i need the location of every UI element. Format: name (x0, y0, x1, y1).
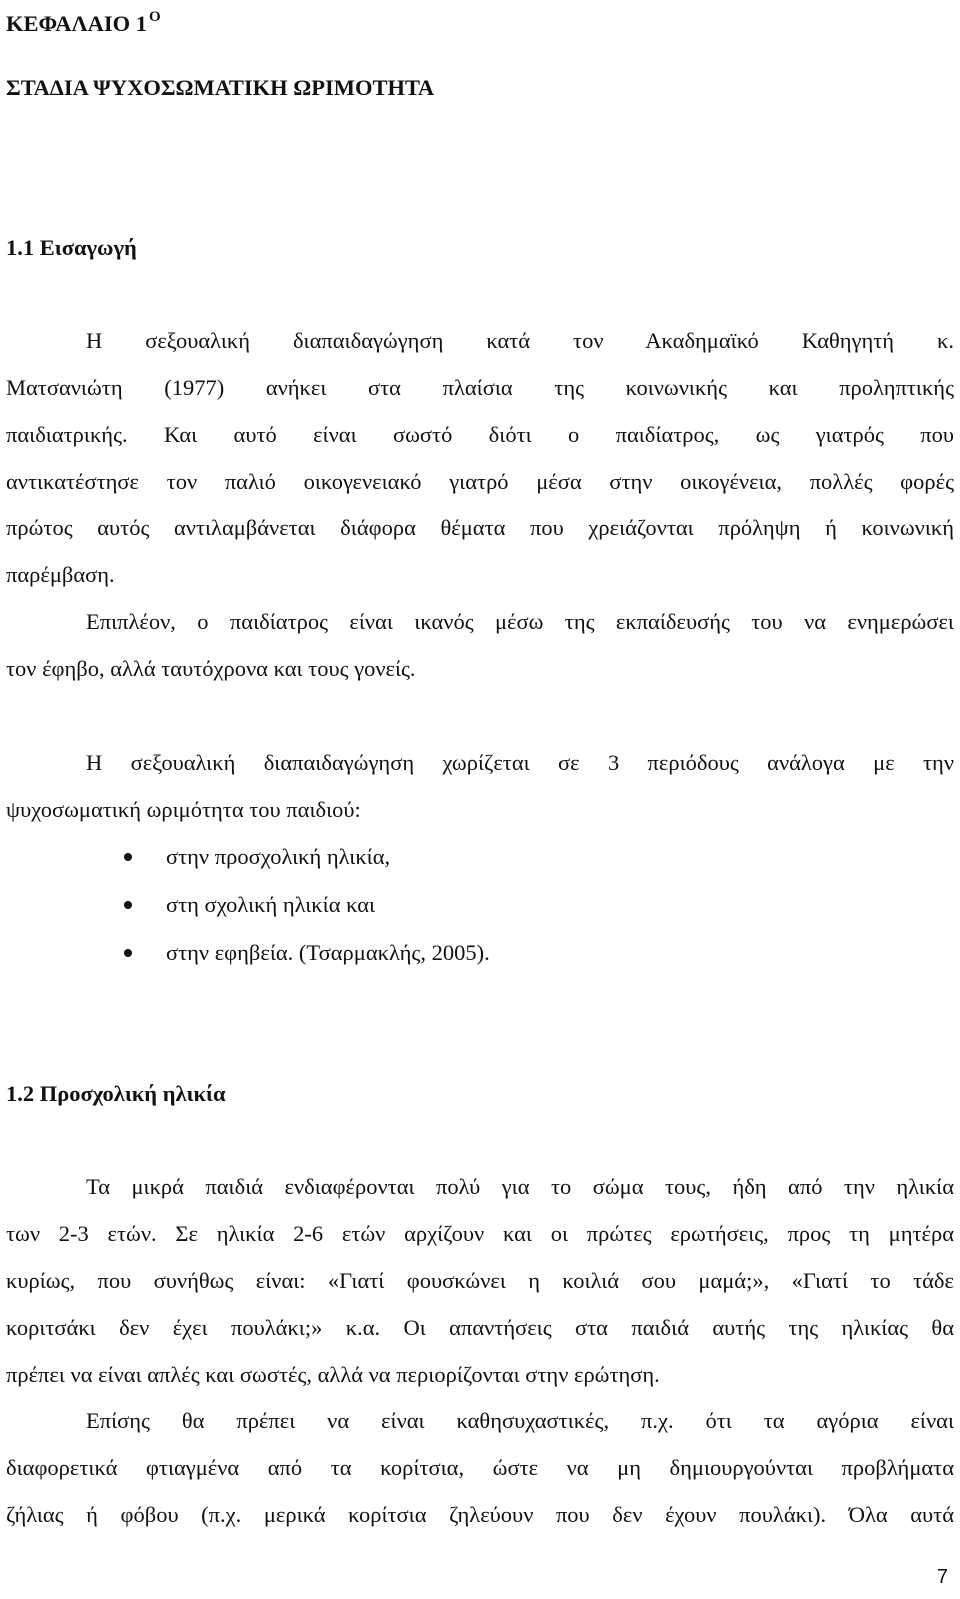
paragraph-line: τον έφηβο, αλλά ταυτόχρονα και τους γονείς. (6, 656, 416, 681)
page-number: 7 (936, 1566, 948, 1588)
paragraph-line: κοριτσάκι δεν έχει πουλάκι;» κ.α. Οι απαντήσεις στα παιδιά αυτής της ηλικίας θα (6, 1315, 954, 1340)
chapter-title (6, 2, 954, 39)
paragraph-line: Η σεξουαλική διαπαιδαγώγηση χωρίζεται σε 3 περιόδους ανάλογα με την (86, 750, 954, 775)
bullet-icon (124, 853, 132, 861)
list-item-text: στην προσχολική ηλικία, (166, 844, 391, 869)
chapter-subtitle: ΣΤΑΔΙΑ ΨΥΧΟΣΩΜΑΤΙΚΗ ΩΡΙΜΟΤΗΤΑ (6, 75, 435, 100)
list-item-text: στην εφηβεία. (Τσαρμακλής, 2005). (166, 940, 490, 965)
section-heading-1-1: 1.1 Εισαγωγή (6, 235, 137, 260)
paragraph-line: Τα μικρά παιδιά ενδιαφέρονται πολύ για το σώμα τους, ήδη από την ηλικία (86, 1174, 954, 1199)
paragraph-line: ζήλιας ή φόβου (π.χ. μερικά κορίτσια ζηλεύουν που δεν έχουν πουλάκι). Όλα αυτά (6, 1502, 954, 1527)
paragraph-line: Η σεξουαλική διαπαιδαγώγηση κατά τον Ακαδημαϊκό Καθηγητή κ. (86, 328, 954, 353)
paragraph-line: αντικατέστησε τον παλιό οικογενειακό γιατρό μέσα στην οικογένεια, πολλές φορές (6, 469, 954, 494)
paragraph-line: πρέπει να είναι απλές και σωστές, αλλά να περιορίζονται στην ερώτηση. (6, 1362, 660, 1387)
section-heading-1-2: 1.2 Προσχολική ηλικία (6, 1081, 226, 1106)
bullet-icon (124, 901, 132, 909)
paragraph-line: ψυχοσωματική ωριμότητα του παιδιού: (6, 797, 361, 822)
paragraph-line: των 2-3 ετών. Σε ηλικία 2-6 ετών αρχίζουν και οι πρώτες ερωτήσεις, προς τη μητέρα (6, 1221, 954, 1246)
list-item-text: στη σχολική ηλικία και (166, 892, 376, 917)
paragraph-line: Επίσης θα πρέπει να είναι καθησυχαστικές, π.χ. ότι τα αγόρια είναι (86, 1408, 954, 1433)
paragraph-line: διαφορετικά φτιαγμένα από τα κορίτσια, ώστε να μη δημιουργούνται προβλήματα (6, 1455, 954, 1480)
bullet-icon (124, 949, 132, 957)
paragraph-line: Ματσανιώτη (1977) ανήκει στα πλαίσια της κοινωνικής και προληπτικής (6, 375, 954, 400)
paragraph-line: κυρίως, που συνήθως είναι: «Γιατί φουσκώνει η κοιλιά σου μαμά;», «Γιατί το τάδε (6, 1268, 954, 1293)
paragraph-line: παρέμβαση. (6, 562, 115, 587)
paragraph-line: Επιπλέον, ο παιδίατρος είναι ικανός μέσω της εκπαίδευσής του να ενημερώσει (86, 609, 954, 634)
chapter-title-text: ΚΕΦΑΛΑΙΟ 1 (6, 11, 147, 36)
paragraph-line: παιδιατρικής. Και αυτό είναι σωστό διότι ο παιδίατρος, ως γιατρός που (6, 422, 954, 447)
paragraph-line: πρώτος αυτός αντιλαμβάνεται διάφορα θέματα που χρειάζονται πρόληψη ή κοινωνική (6, 515, 954, 540)
chapter-title-superscript: Ο (148, 9, 161, 25)
